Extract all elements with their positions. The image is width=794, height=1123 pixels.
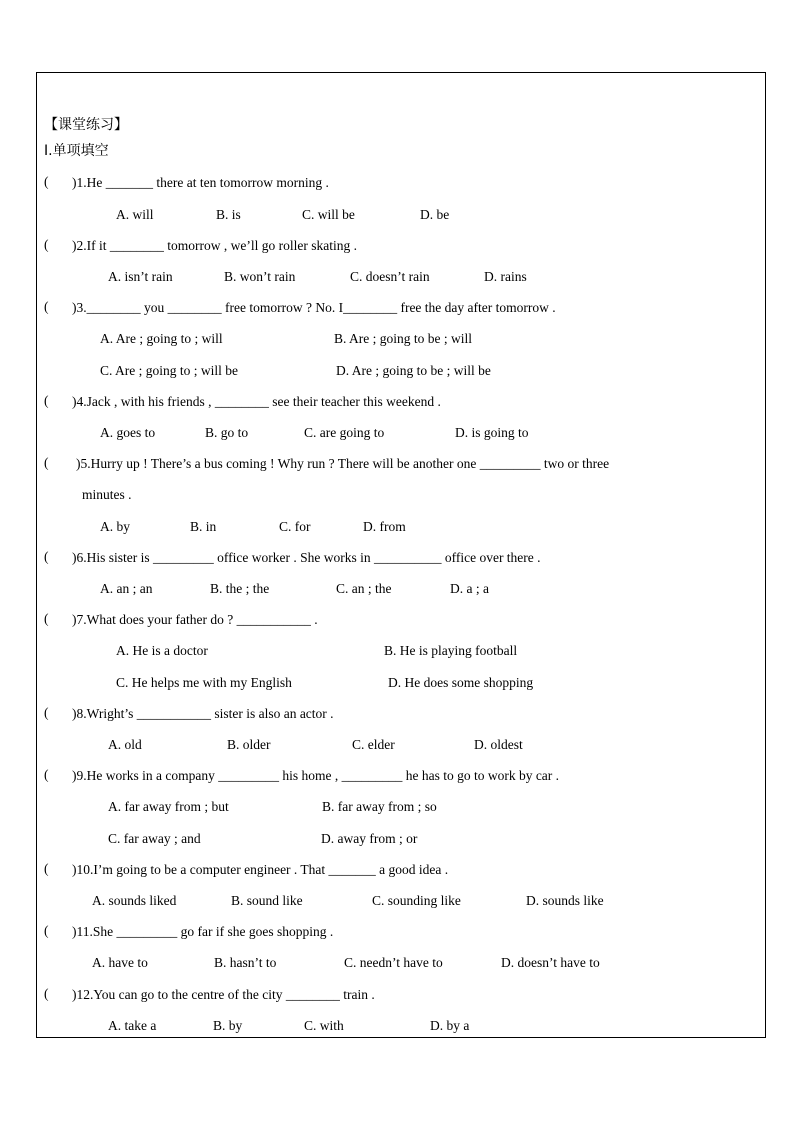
answer-bracket[interactable]: (	[44, 549, 49, 564]
question-text-continued: minutes .	[82, 487, 132, 502]
answer-bracket[interactable]: (	[44, 174, 49, 189]
question-text: )8.Wright’s ___________ sister is also an actor .	[72, 706, 334, 721]
question-text: )9.He works in a company _________ his home , _________ he has to go to work by car .	[72, 768, 560, 783]
question-text: )3.________ you ________ free tomorrow ? No. I________ free the day after tomorrow .	[72, 300, 556, 315]
option-c[interactable]: C. needn’t have to	[344, 955, 443, 970]
option-d[interactable]: D. sounds like	[526, 893, 604, 908]
option-a[interactable]: A. Are ; going to ; will	[100, 331, 223, 346]
option-c[interactable]: C. an ; the	[336, 581, 392, 596]
option-b[interactable]: B. the ; the	[210, 581, 270, 596]
option-c[interactable]: C. Are ; going to ; will be	[100, 363, 238, 378]
option-a[interactable]: A. have to	[92, 955, 148, 970]
option-b[interactable]: B. Are ; going to be ; will	[334, 331, 472, 346]
option-d[interactable]: D. doesn’t have to	[501, 955, 600, 970]
option-a[interactable]: A. old	[108, 737, 142, 752]
answer-bracket[interactable]: (	[44, 299, 49, 314]
option-b[interactable]: B. go to	[205, 425, 249, 440]
option-c[interactable]: C. sounding like	[372, 893, 461, 908]
answer-bracket[interactable]: (	[44, 455, 49, 470]
answer-bracket[interactable]: (	[44, 705, 49, 720]
option-a[interactable]: A. goes to	[100, 425, 156, 440]
option-b[interactable]: B. won’t rain	[224, 269, 296, 284]
question-text: )11.She _________ go far if she goes shopping .	[72, 924, 334, 939]
option-c[interactable]: C. with	[304, 1018, 344, 1033]
option-b[interactable]: B. He is playing football	[384, 643, 518, 658]
option-c[interactable]: C. are going to	[304, 425, 385, 440]
answer-bracket[interactable]: (	[44, 393, 49, 408]
question-text: )2.If it ________ tomorrow , we’ll go roller skating .	[72, 238, 357, 253]
answer-bracket[interactable]: (	[44, 861, 49, 876]
option-d[interactable]: D. Are ; going to be ; will be	[336, 363, 491, 378]
option-c[interactable]: C. doesn’t rain	[350, 269, 430, 284]
question-text: )1.He _______ there at ten tomorrow morning .	[72, 175, 329, 190]
question-text: )7.What does your father do ? ___________ .	[72, 612, 318, 627]
question-text: )10.I’m going to be a computer engineer . That _______ a good idea .	[72, 862, 449, 877]
option-b[interactable]: B. by	[213, 1018, 243, 1033]
option-d[interactable]: D. oldest	[474, 737, 523, 752]
option-b[interactable]: B. older	[227, 737, 271, 752]
question-text: )4.Jack , with his friends , ________ see their teacher this weekend .	[72, 394, 441, 409]
option-c[interactable]: C. for	[279, 519, 311, 534]
option-a[interactable]: A. far away from ; but	[108, 799, 229, 814]
option-b[interactable]: B. sound like	[231, 893, 303, 908]
option-d[interactable]: D. be	[420, 207, 450, 222]
option-c[interactable]: C. far away ; and	[108, 831, 201, 846]
option-b[interactable]: B. in	[190, 519, 217, 534]
question-text: )6.His sister is _________ office worker . She works in __________ office over there .	[72, 550, 541, 565]
option-b[interactable]: B. far away from ; so	[322, 799, 437, 814]
option-c[interactable]: C. will be	[302, 207, 355, 222]
section-heading: 【课堂练习】	[44, 117, 128, 133]
option-a[interactable]: A. by	[100, 519, 130, 534]
option-d[interactable]: D. a ; a	[450, 581, 489, 596]
question-text: )12.You can go to the centre of the city ________ train .	[72, 987, 375, 1002]
option-d[interactable]: D. away from ; or	[321, 831, 418, 846]
option-d[interactable]: D. He does some shopping	[388, 675, 534, 690]
option-c[interactable]: C. He helps me with my English	[116, 675, 292, 690]
option-a[interactable]: A. isn’t rain	[108, 269, 173, 284]
option-a[interactable]: A. take a	[108, 1018, 157, 1033]
option-c[interactable]: C. elder	[352, 737, 395, 752]
part-title: Ⅰ.单项填空	[44, 143, 109, 159]
option-d[interactable]: D. from	[363, 519, 406, 534]
option-d[interactable]: D. is going to	[455, 425, 529, 440]
option-d[interactable]: D. rains	[484, 269, 527, 284]
option-d[interactable]: D. by a	[430, 1018, 470, 1033]
answer-bracket[interactable]: (	[44, 237, 49, 252]
answer-bracket[interactable]: (	[44, 611, 49, 626]
option-a[interactable]: A. an ; an	[100, 581, 153, 596]
option-b[interactable]: B. is	[216, 207, 241, 222]
option-a[interactable]: A. sounds liked	[92, 893, 177, 908]
answer-bracket[interactable]: (	[44, 986, 49, 1001]
answer-bracket[interactable]: (	[44, 923, 49, 938]
option-a[interactable]: A. He is a doctor	[116, 643, 208, 658]
question-text: )5.Hurry up ! There’s a bus coming ! Why run ? There will be another one _________ two or three	[76, 456, 610, 471]
answer-bracket[interactable]: (	[44, 767, 49, 782]
option-b[interactable]: B. hasn’t to	[214, 955, 277, 970]
option-a[interactable]: A. will	[116, 207, 154, 222]
